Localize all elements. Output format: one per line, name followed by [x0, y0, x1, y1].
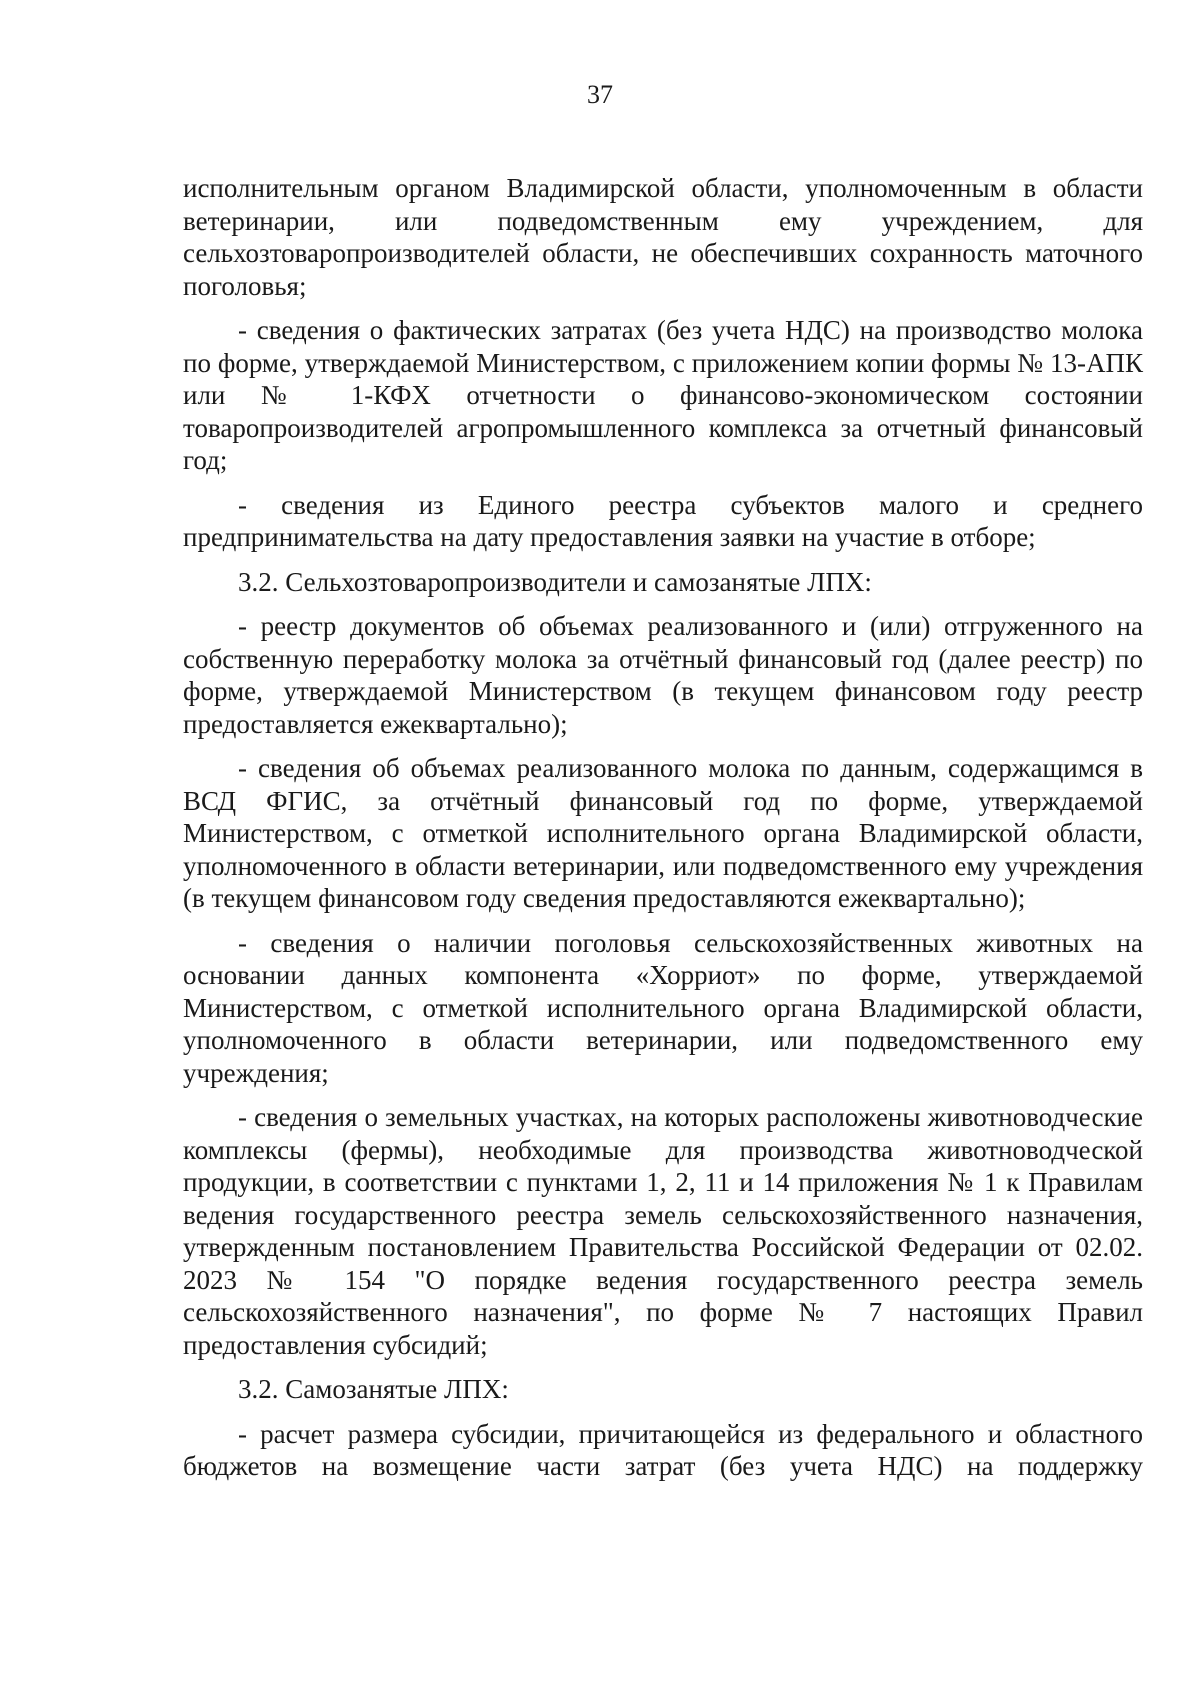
paragraph-cost-info: - сведения о фактических затратах (без учета НДС) на производство молока по форме, утверждаемой Министерством, с приложением копии формы № 13-АПК или № 1-КФХ отчетности о финансово-экономическом состоянии товаропроизводителей агропромышленного комплекса за отчетный финансовый год; — [183, 315, 1143, 475]
page-number: 37 — [587, 80, 613, 109]
paragraph-continuation: исполнительным органом Владимирской области, уполномоченным в области ветеринарии, или подведомственным ему учреждением, для сельхозтоваропроизводителей области, не обеспечивших сохранность маточного поголовья; — [183, 173, 1143, 301]
paragraph-sme-registry: - сведения из Единого реестра субъектов малого и среднего предпринимательства на дату предоставления заявки на участие в отборе; — [183, 489, 1143, 552]
paragraph-livestock-horriot: - сведения о наличии поголовья сельскохозяйственных животных на основании данных компонента «Хорриот» по форме, утверждаемой Министерством, с отметкой исполнительного органа Владимирской области, уполномоченного в области ветеринарии, или подведомственного ему учреждения; — [183, 927, 1143, 1088]
document-body — [183, 172, 1143, 1495]
paragraph-subsidy-calculation: - расчет размера субсидии, причитающейся из федерального и областного бюджетов на возмещение части затрат (без учета НДС) на поддержку — [183, 1418, 1143, 1481]
section-heading-3-2-producers: 3.2. Сельхозтоваропроизводители и самозанятые ЛПХ: — [238, 566, 872, 597]
paragraph-milk-registry: - реестр документов об объемах реализованного и (или) отгруженного на собственную переработку молока за отчётный финансовый год (далее реестр) по форме, утверждаемой Министерством (в текущем финансовом году реестр предоставляется ежеквартально); — [183, 611, 1143, 739]
section-heading-3-2-self-employed: 3.2. Самозанятые ЛПХ: — [238, 1374, 509, 1404]
paragraph-land-plots: - сведения о земельных участках, на которых расположены животноводческие комплексы (фермы), необходимые для производства животноводческой продукции, в соответствии с пунктами 1, 2, 11 и 14 приложения № 1 к Правилам ведения государственного реестра земель сельскохозяйственного назначения, утвержденным постановлением Правительства Российской Федерации от 02.02. 2023 № 154 "О порядке ведения государственного реестра земель сельскохозяйственного назначения", по форме № 7 настоящих Правил предоставления субсидий; — [183, 1102, 1143, 1360]
paragraph-vsd-fgis: - сведения об объемах реализованного молока по данным, содержащимся в ВСД ФГИС, за отчётный финансовый год по форме, утверждаемой Министерством, с отметкой исполнительного органа Владимирской области, уполномоченного в области ветеринарии, или подведомственного ему учреждения (в текущем финансовом году сведения предоставляются ежеквартально); — [183, 753, 1143, 913]
